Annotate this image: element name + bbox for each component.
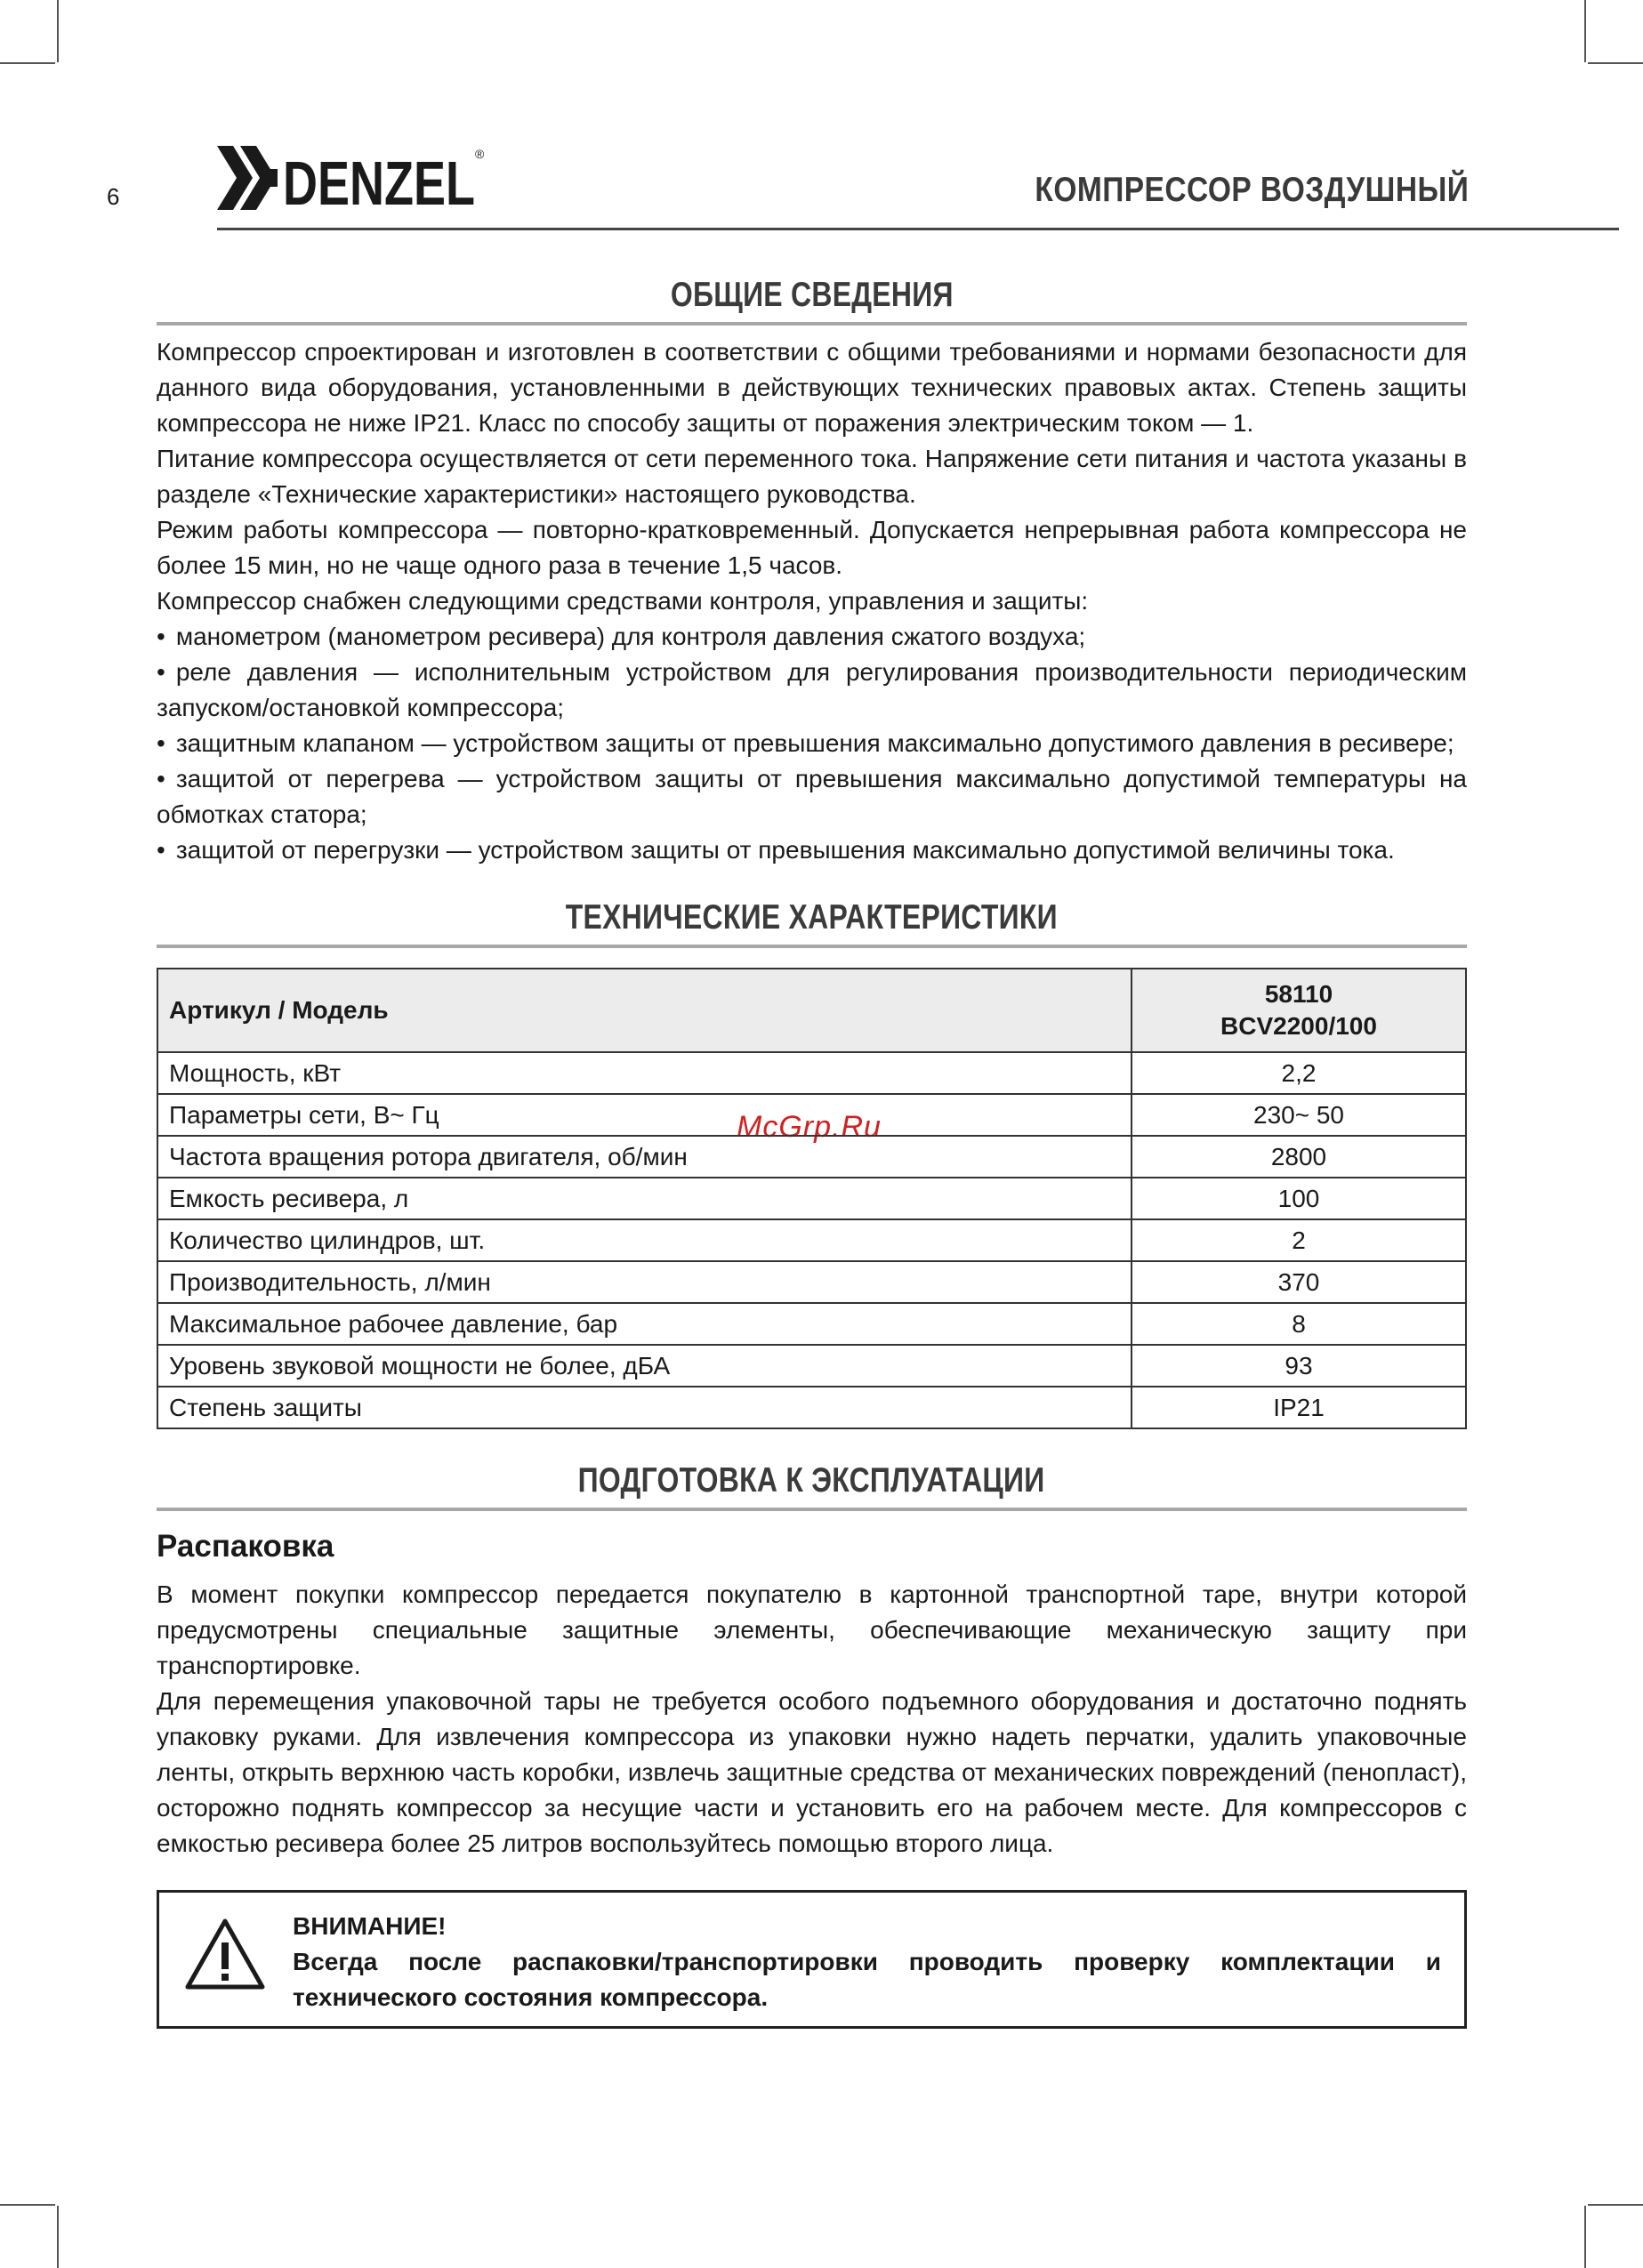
warning-text — [293, 1909, 1441, 2015]
section-title-specs: ТЕХНИЧЕСКИЕ ХАРАКТЕРИСТИКИ — [157, 898, 1467, 948]
paragraph: Питание компрессора осуществляется от сети переменного тока. Напряжение сети питания и частота указаны в разделе «Технические характеристики» настоящего руководства. — [157, 445, 1467, 508]
denzel-logo — [217, 142, 484, 213]
paragraph: Для перемещения упаковочной тары не требуется особого подъемного оборудования и достаточно поднять упаковку руками. Для извлечения компрессора из упаковки нужно надеть перчатки, удалить упаковочные ленты, открыть верхнюю часть коробки, извлечь защитные средства от механических повреждений (пенопласт), осторожно поднять компрессор за несущие части и установить его на рабочем месте. Для компрессоров с емкостью ресивера более 25 литров воспользуйтесь помощью второго лица. — [157, 1687, 1467, 1857]
page-content — [157, 276, 1467, 2029]
row-label: Производительность, л/мин — [157, 1261, 1132, 1303]
header-label: Артикул / Модель — [157, 969, 1132, 1052]
paragraph: Режим работы компрессора — повторно-кратковременный. Допускается непрерывная работа компрессора не более 15 мин, но не чаще одного раза в течение 1,5 часов. — [157, 516, 1467, 579]
crop-mark — [1588, 62, 1643, 64]
warning-box — [157, 1890, 1467, 2029]
table-row — [157, 1052, 1466, 1094]
row-label: Степень защиты — [157, 1387, 1132, 1428]
row-label: Максимальное рабочее давление, бар — [157, 1303, 1132, 1345]
list-item: • защитой от перегрева — устройством защиты от превышения максимально допустимой температуры на обмотках статора; — [157, 761, 1467, 832]
crop-mark — [1588, 2204, 1643, 2206]
table-row — [157, 1261, 1466, 1303]
article-number: 58110 — [1264, 980, 1333, 1008]
brand-wordmark: DENZEL — [283, 149, 475, 213]
row-value: 230~ 50 — [1132, 1094, 1466, 1136]
subheading-unpacking: Распаковка — [157, 1529, 334, 1564]
list-item: • защитой от перегрузки — устройством защиты от превышения максимально допустимой величины тока. — [157, 832, 1467, 868]
row-value: 8 — [1132, 1303, 1466, 1345]
crop-mark — [0, 62, 55, 64]
section-title-preparation: ПОДГОТОВКА К ЭКСПЛУАТАЦИИ — [157, 1461, 1467, 1511]
page-number: 6 — [107, 183, 120, 210]
table-row — [157, 1219, 1466, 1261]
table-header-row — [157, 969, 1466, 1052]
crop-mark — [57, 2206, 59, 2268]
document-title: КОМПРЕССОР ВОЗДУШНЫЙ — [1035, 171, 1469, 209]
warning-triangle-icon — [182, 1916, 268, 1992]
list-item: • реле давления — исполнительным устройством для регулирования производительности периодическим запуском/остановкой компрессора; — [157, 655, 1467, 726]
model-number: BCV2200/100 — [1220, 1012, 1377, 1040]
paragraph: Компрессор снабжен следующими средствами контроля, управления и защиты: — [157, 587, 1089, 615]
svg-text:®: ® — [475, 147, 484, 161]
table-row — [157, 1136, 1466, 1178]
paragraph: В момент покупки компрессор передается покупателю в картонной транспортной таре, внутри которой предусмотрены специальные защитные элементы, обеспечивающие механическую защиту при транспортировке. — [157, 1580, 1467, 1679]
warning-body: Всегда после распаковки/транспортировки проводить проверку комплектации и технического состояния компрессора. — [293, 1948, 1441, 2011]
row-value: 370 — [1132, 1261, 1466, 1303]
table-row — [157, 1345, 1466, 1387]
row-label: Уровень звуковой мощности не более, дБА — [157, 1345, 1132, 1387]
header-model — [1132, 969, 1466, 1052]
header-divider — [217, 228, 1619, 230]
paragraph: Компрессор спроектирован и изготовлен в соответствии с общими требованиями и нормами безопасности для данного вида оборудования, установленными в действующих технических правовых актах. Степень защиты компрессора не ниже IP21. Класс по способу защиты от поражения электрическим током — 1. — [157, 338, 1467, 437]
row-label: Параметры сети, В~ Гц — [157, 1094, 1132, 1136]
row-value: 2800 — [1132, 1136, 1466, 1178]
row-label: Мощность, кВт — [157, 1052, 1132, 1094]
row-label: Количество цилиндров, шт. — [157, 1219, 1132, 1261]
crop-mark — [0, 2204, 55, 2206]
section-title-general: ОБЩИЕ СВЕДЕНИЯ — [157, 276, 1467, 326]
row-value: IP21 — [1132, 1387, 1466, 1428]
crop-mark — [1584, 2206, 1586, 2268]
table-row — [157, 1094, 1466, 1136]
row-label: Частота вращения ротора двигателя, об/мин — [157, 1136, 1132, 1178]
row-label: Емкость ресивера, л — [157, 1178, 1132, 1219]
table-row — [157, 1387, 1466, 1428]
table-row — [157, 1178, 1466, 1219]
warning-title: ВНИМАНИЕ! — [293, 1912, 447, 1940]
list-item: • защитным клапаном — устройством защиты от превышения максимально допустимого давления в ресивере; — [157, 726, 1467, 761]
crop-mark — [1584, 0, 1586, 62]
row-value: 100 — [1132, 1178, 1466, 1219]
watermark-text: McGrp.Ru — [737, 1110, 882, 1144]
row-value: 93 — [1132, 1345, 1466, 1387]
specs-table — [157, 968, 1467, 1429]
list-item: • манометром (манометром ресивера) для контроля давления сжатого воздуха; — [157, 619, 1467, 655]
row-value: 2 — [1132, 1219, 1466, 1261]
row-value: 2,2 — [1132, 1052, 1466, 1094]
table-row — [157, 1303, 1466, 1345]
crop-mark — [57, 0, 59, 62]
